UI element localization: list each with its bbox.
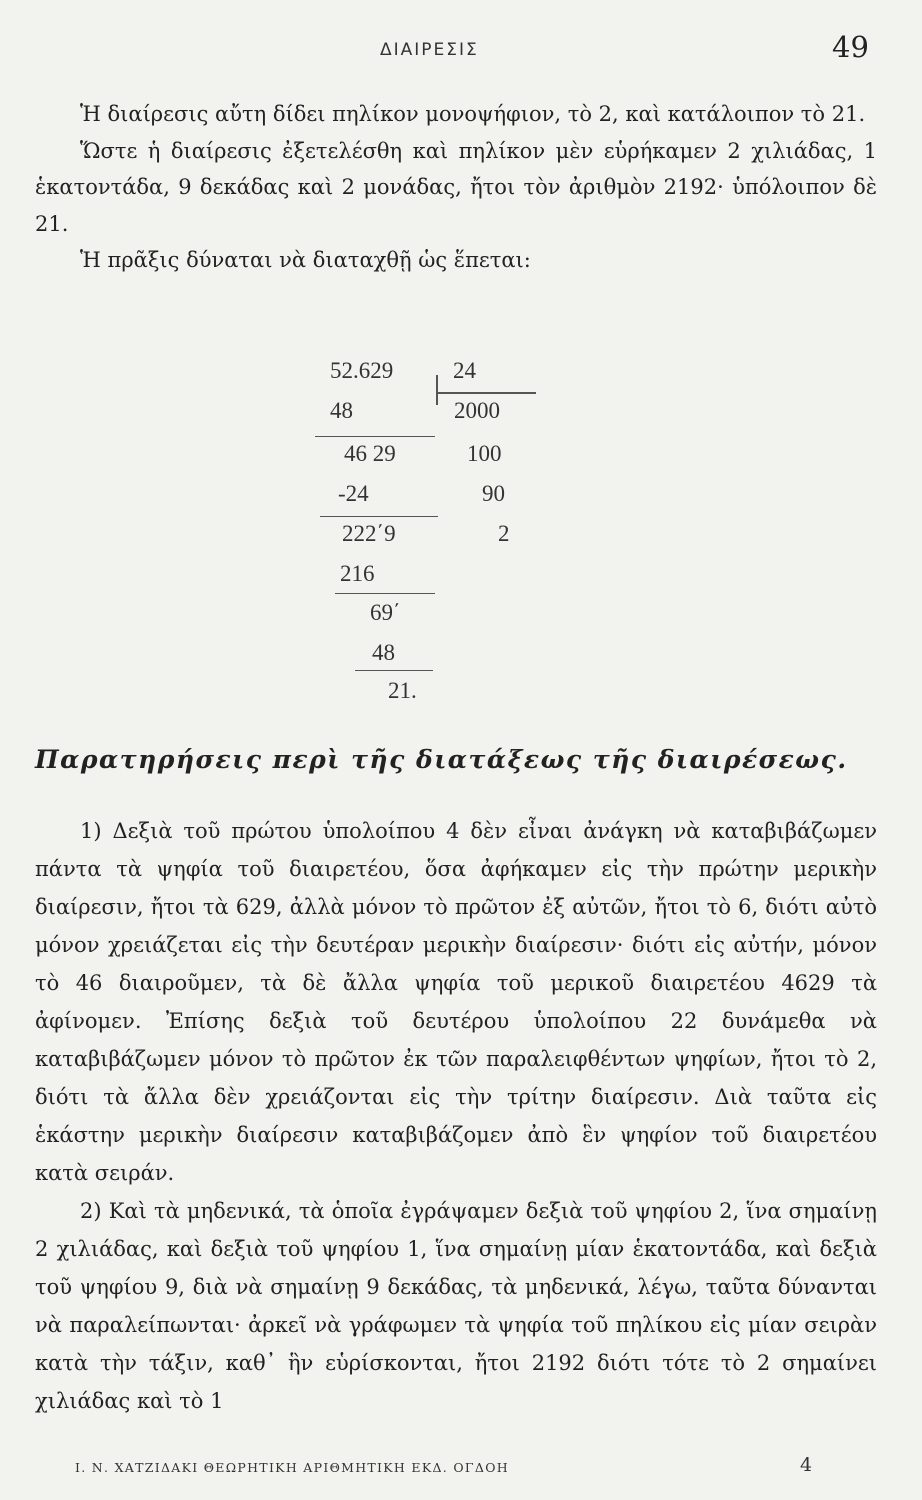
division-step-1: 48 <box>330 398 353 423</box>
division-step-3: -24 <box>338 481 369 506</box>
division-vertical-rule <box>436 375 438 405</box>
division-quotient-2: 100 <box>467 441 502 466</box>
notes-text <box>35 812 877 1420</box>
division-step-5: 216 <box>340 561 375 586</box>
division-quotient-rule <box>436 392 536 394</box>
division-dividend: 52.629 <box>330 358 394 383</box>
division-step-7: 48 <box>372 640 395 665</box>
division-step-4: 222΄9 <box>342 521 396 546</box>
page-number: 49 <box>832 30 869 64</box>
footer-imprint: Ι. Ν. ΧΑΤΖΙΔΑΚΙ ΘΕΩΡΗΤΙΚΗ ΑΡΙΘΜΗΤΙΚΗ ΕΚΔ. ΟΓΔΟΗ <box>75 1460 509 1475</box>
division-step-8: 21. <box>388 678 417 703</box>
printer-footer <box>75 1454 855 1484</box>
note-1: 1) Δεξιὰ τοῦ πρώτου ὑπολοίπου 4 δὲν εἶναι ἀνάγκη νὰ καταβιβάζωμεν πάντα τὰ ψηφία τοῦ διαιρετέου, ὅσα ἀφήκαμεν εἰς τὴν πρώτην μερικὴν διαίρεσιν, ἤτοι τὰ 629, ἀλλὰ μόνον τὸ πρῶτον ἐξ αὐτῶν, ἤτοι τὸ 6, διότι αὐτὸ μόνον χρειάζεται εἰς τὴν δευτέραν μερικὴν διαίρεσιν· διότι εἰς αὐτήν, μόνον τὸ 46 διαιροῦμεν, τὰ δὲ ἄλλα ψηφία τοῦ μερικοῦ διαιρετέου 4629 τὰ ἀφίνομεν. Ἐπίσης δεξιὰ τοῦ δευτέρου ὑπολοίπου 22 δυνάμεθα νὰ καταβιβάζωμεν μόνον τὸ πρῶτον ἐκ τῶν παραλειφθέντων ψηφίων, ἤτοι τὸ 2, διότι τὰ ἄλλα δὲν χρειάζονται εἰς τὴν τρίτην διαίρεσιν. Διὰ ταῦτα εἰς ἑκάστην μερικὴν διαίρεσιν καταβιβάζομεν ἀπὸ ἓν ψηφίον τοῦ διαιρετέου κατὰ σειράν. <box>35 819 877 1185</box>
signature-mark: 4 <box>800 1454 813 1476</box>
section-heading: Παρατηρήσεις περὶ τῆς διατάξεως τῆς διαιρέσεως. <box>35 745 848 774</box>
long-division-layout <box>310 350 570 710</box>
division-step-6: 69΄ <box>370 600 401 625</box>
division-quotient-1: 2000 <box>454 398 500 423</box>
intro-paragraph-3: Ἡ πρᾶξις δύναται νὰ διαταχθῇ ὡς ἕπεται: <box>80 248 531 272</box>
running-title: ΔΙΑΙΡΕΣΙΣ <box>380 40 479 60</box>
division-divisor: 24 <box>453 358 476 383</box>
division-rule-1 <box>315 436 435 437</box>
intro-paragraph-2: Ὥστε ἡ διαίρεσις ἐξετελέσθη καὶ πηλίκον μὲν εὑρήκαμεν 2 χιλιάδας, 1 ἑκατοντάδα, 9 δεκάδας καὶ 2 μονάδας, ἤτοι τὸν ἀριθμὸν 2192· ὑπόλοιπον δὲ 21. <box>35 138 877 236</box>
division-quotient-3: 90 <box>482 481 505 506</box>
division-rule-3 <box>335 593 435 594</box>
division-rule-2 <box>320 516 438 517</box>
division-step-2: 46 29 <box>344 441 396 466</box>
note-2: 2) Καὶ τὰ μηδενικά, τὰ ὁποῖα ἐγράψαμεν δεξιὰ τοῦ ψηφίου 2, ἵνα σημαίνῃ 2 χιλιάδας, καὶ δεξιὰ τοῦ ψηφίου 1, ἵνα σημαίνῃ μίαν ἑκατοντάδα, καὶ δεξιὰ τοῦ ψηφίου 9, διὰ νὰ σημαίνῃ 9 δεκάδας, τὰ μηδενικά, λέγω, ταῦτα δύνανται νὰ παραλείπωνται· ἀρκεῖ νὰ γράφωμεν τὰ ψηφία τοῦ πηλίκου εἰς μίαν σειρὰν κατὰ τὴν τάξιν, καθ᾽ ἣν εὑρίσκονται, ἤτοι 2192 διότι τότε τὸ 2 σημαίνει χιλιάδας καὶ τὸ 1 <box>35 1199 877 1413</box>
intro-paragraph-1: Ἡ διαίρεσις αὔτη δίδει πηλίκον μονοψήφιον, τὸ 2, καὶ κατάλοιπον τὸ 21. <box>80 102 866 126</box>
intro-text <box>35 96 877 279</box>
division-rule-4 <box>355 670 433 671</box>
division-quotient-4: 2 <box>498 521 510 546</box>
running-head <box>0 30 922 70</box>
